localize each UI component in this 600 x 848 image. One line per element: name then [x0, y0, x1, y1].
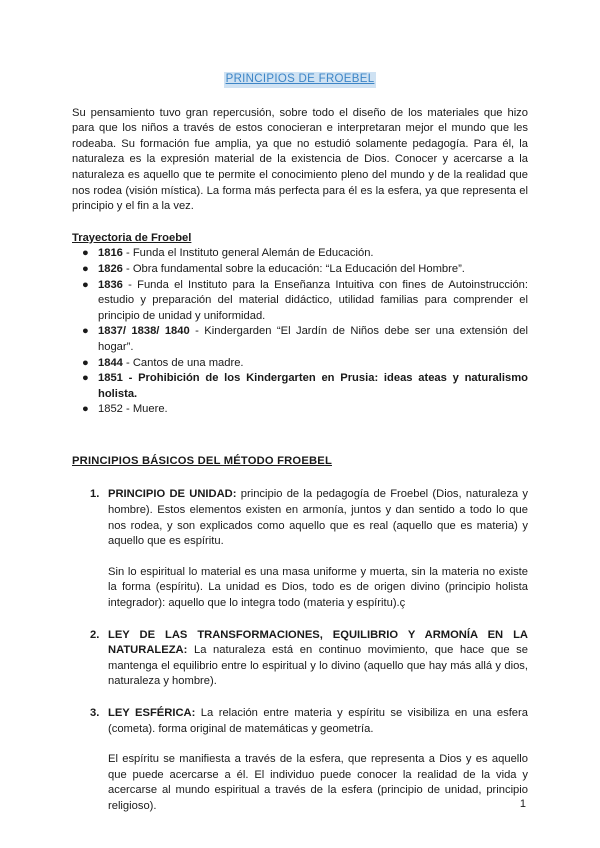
item-text: - Kindergarden “El Jardín de Niños debe ser una extensión del hogar”.: [98, 325, 528, 353]
item-text: La relación entre materia y espíritu se visibiliza en una esfera (cometa). forma original de matemáticas y geometría.: [108, 707, 528, 735]
list-item: [72, 402, 528, 418]
item-text: 1852 - Muere.: [98, 403, 168, 416]
title-container: [72, 72, 528, 88]
trayectoria-heading: Trayectoria de Froebel: [72, 231, 192, 244]
list-item: [72, 246, 528, 262]
trayectoria-list: [72, 246, 528, 418]
item-year: 1851: [98, 372, 123, 385]
item-text: principio de la pedagogía de Froebel (Dios, naturaleza y hombre). Estos elementos existen en armonía, juntos y dan sentido a todo lo que nos rodea, y son explicados como aquello que es real (aquello que es materia) y aquello que es espíritu.: [108, 488, 528, 548]
list-item: [72, 628, 528, 690]
item-year: 1837/ 1838/ 1840: [98, 325, 190, 338]
document-page: [72, 72, 528, 831]
list-item: [72, 371, 528, 402]
list-item: [72, 262, 528, 278]
bullet-icon: ●: [82, 356, 89, 369]
list-item: [72, 706, 528, 815]
item-text: - Cantos de una madre.: [122, 356, 244, 369]
principios-list: [72, 487, 528, 814]
page-title: PRINCIPIOS DE FROEBEL: [224, 72, 377, 88]
item-label: LEY ESFÉRICA:: [108, 707, 196, 719]
bullet-icon: ●: [82, 403, 89, 416]
page-number: 1: [519, 798, 526, 810]
item-year: 1844: [98, 356, 123, 369]
item-text: - Funda el Instituto general Alemán de Educación.: [122, 247, 374, 260]
item-extra: El espíritu se manifiesta a través de la esfera, que representa a Dios y es aquello que puede acercarse a él. El individuo puede conocer la realidad de la vida y acercarse al mundo espiritual a través de la esfera (principio de unidad, principio religioso).: [108, 753, 528, 812]
item-number: 2.: [90, 628, 100, 641]
bullet-icon: ●: [82, 325, 89, 338]
item-text: La naturaleza está en continuo movimiento, que hace que se mantenga el equilibrio entre lo espiritual y lo divino (aquello que hay más allá y dios, naturaleza y hombre).: [108, 644, 528, 688]
bullet-icon: ●: [82, 372, 89, 385]
list-item: [72, 356, 528, 372]
list-item: [72, 324, 528, 355]
list-item: [72, 278, 528, 325]
item-text: - Funda el Instituto para la Enseñanza Intuitiva con fines de Autoinstrucción: estudio y preparación del material didáctico, utilidad familias para comprender el principio de unidad y uniformidad.: [98, 278, 528, 322]
list-item: [72, 487, 528, 611]
bullet-icon: ●: [82, 278, 89, 291]
bullet-icon: ●: [82, 247, 89, 260]
item-label: LEY DE LAS TRANSFORMACIONES, EQUILIBRIO Y ARMONÍA EN LA NATURALEZA:: [108, 628, 528, 657]
item-year: 1826: [98, 262, 123, 275]
item-text: - Obra fundamental sobre la educación: “La Educación del Hombre”.: [122, 262, 465, 275]
intro-paragraph: Su pensamiento tuvo gran repercusión, sobre todo el diseño de los materiales que hizo para que los niños a través de estos conocieran e interpretaran mejor el mundo que les rodeaba. Su formación fue amplia, ya que no estudió solamente pedagogía. Para él, la naturaleza es la expresión material de la existencia de Dios. Conocer y acercarse a la naturaleza es aquello que te permite el conocimiento pleno del mundo y de la realidad que nos rodea (visión mística). La forma más perfecta para él es la esfera, ya que representa el principio y el fin a la vez.: [72, 106, 528, 213]
principios-heading: PRINCIPIOS BÁSICOS DEL MÉTODO FROEBEL: [72, 454, 332, 467]
item-year: 1836: [98, 278, 123, 291]
item-number: 1.: [90, 488, 100, 501]
item-year: 1816: [98, 247, 123, 260]
item-label: PRINCIPIO DE UNIDAD:: [108, 488, 237, 501]
item-extra: Sin lo espiritual lo material es una masa uniforme y muerta, sin la materia no existe la forma (espíritu). La unidad es Dios, todo es de origen divino (principio holista integrador): aquello que lo integra todo (materia y espíritu).ç: [108, 565, 528, 610]
item-text: - Prohibición de los Kindergarten en Prusia: ideas ateas y naturalismo holista.: [98, 372, 528, 400]
item-number: 3.: [90, 707, 100, 719]
bullet-icon: ●: [82, 262, 89, 275]
